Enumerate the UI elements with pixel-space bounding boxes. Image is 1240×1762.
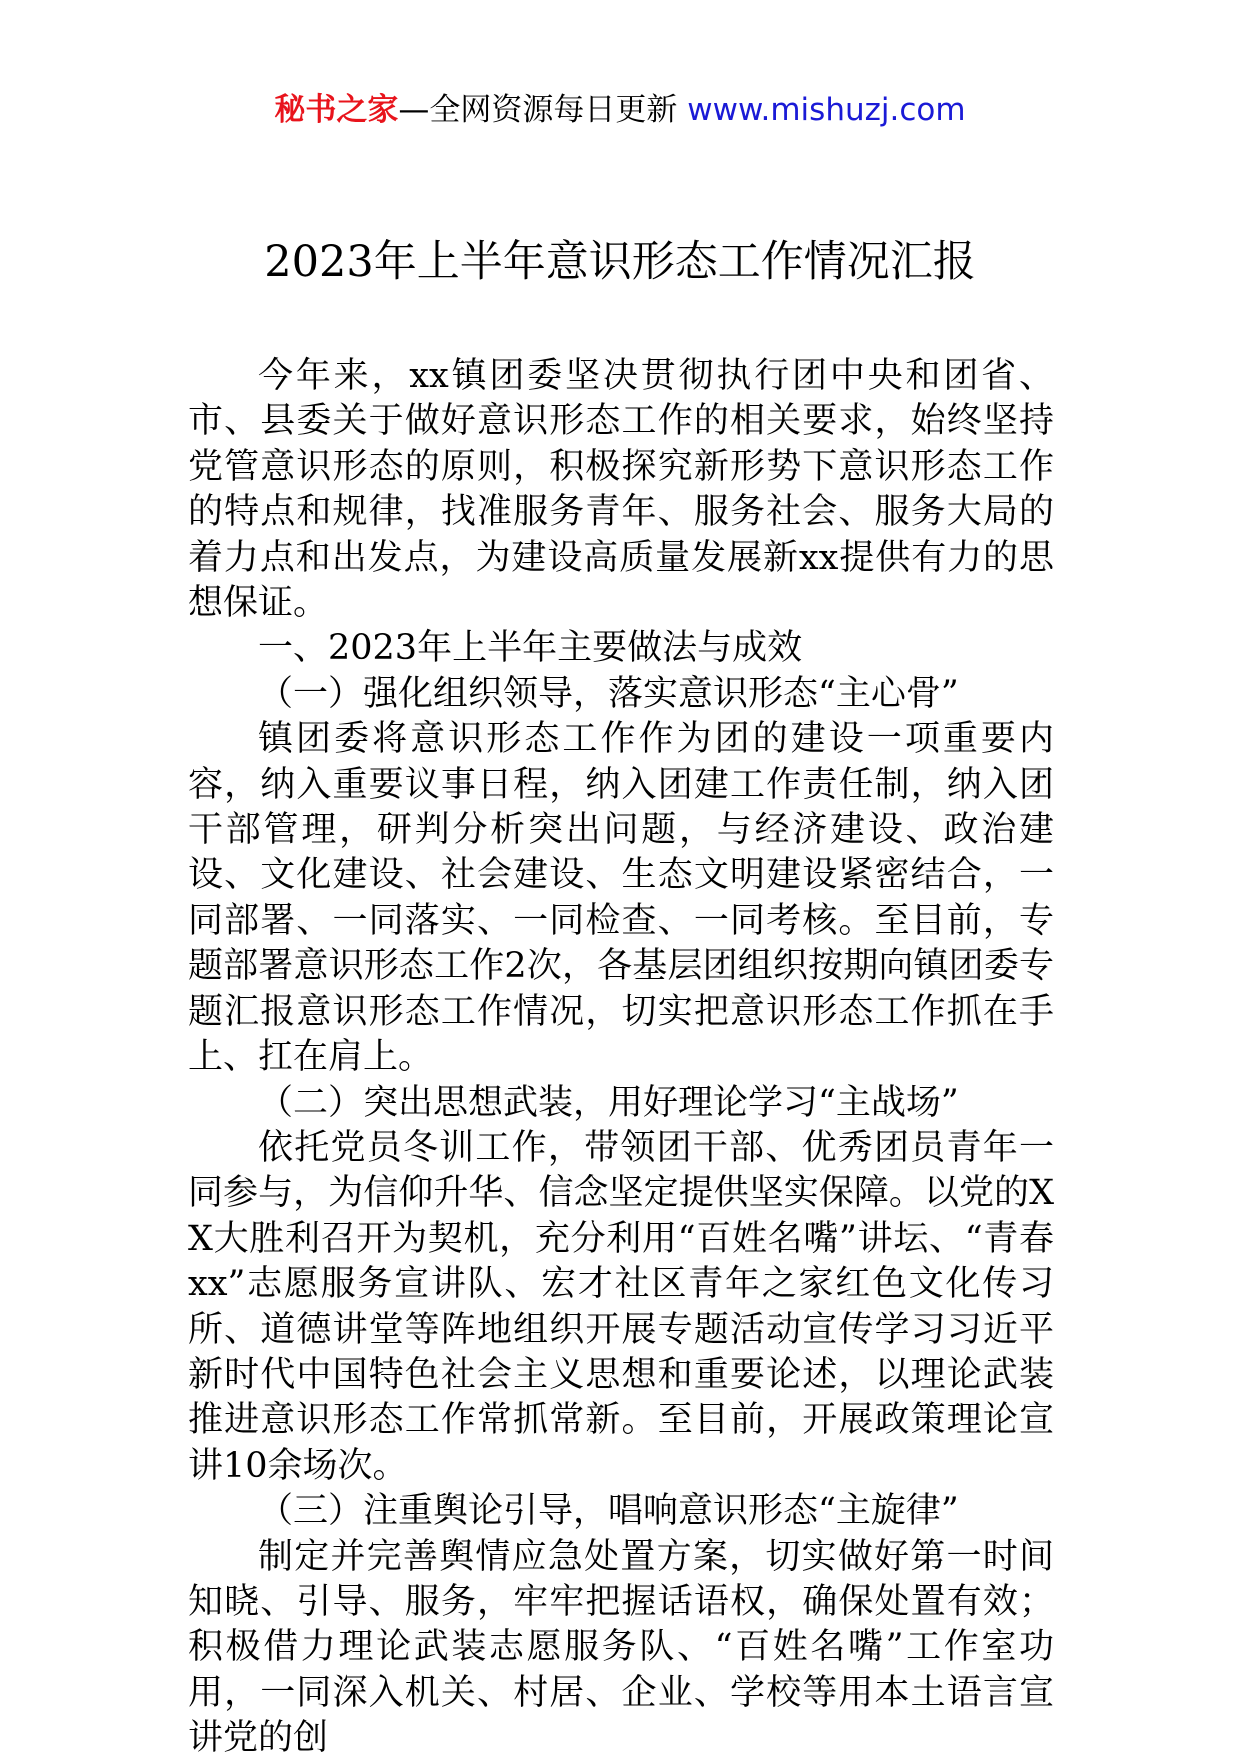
site-header — [0, 88, 1240, 132]
site-url-link[interactable]: www.mishuzj.com — [687, 92, 966, 128]
section-heading-1: 一、2023年上半年主要做法与成效 — [258, 628, 803, 669]
subsection-paragraph-1: 镇团委将意识形态工作作为团的建设一项重要内容，纳入重要议事日程，纳入团建工作责任制，纳入团干部管理，研判分析突出问题，与经济建设、政治建设、文化建设、社会建设、生态文明建设紧密结合，一同部署、一同落实、一同检查、一同考核。至目前，专题部署意识形态工作2次，各基层团组织按期向镇团委专题汇报意识形态工作情况，切实把意识形态工作抓在手上、扛在肩上。 — [188, 719, 1054, 1078]
intro-paragraph: 今年来，xx镇团委坚决贯彻执行团中央和团省、市、县委关于做好意识形态工作的相关要求，始终坚持党管意识形态的原则，积极探究新形势下意识形态工作的特点和规律，找准服务青年、服务社会、服务大局的着力点和出发点，为建设高质量发展新xx提供有力的思想保证。 — [188, 356, 1054, 624]
subsection-paragraph-3: 制定并完善舆情应急处置方案，切实做好第一时间知晓、引导、服务，牢牢把握话语权，确保处置有效；积极借力理论武装志愿服务队、“百姓名嘴”工作室功用，一同深入机关、村居、企业、学校等用本土语言宣讲党的创 — [188, 1536, 1054, 1759]
subsection-heading-3: （三）注重舆论引导，唱响意识形态“主旋律” — [258, 1491, 959, 1532]
document-body — [188, 354, 1054, 1762]
document-title: 2023年上半年意识形态工作情况汇报 — [264, 237, 976, 287]
subsection-heading-2: （二）突出思想武装，用好理论学习“主战场” — [258, 1082, 959, 1123]
site-brand: 秘书之家 — [274, 92, 399, 128]
subsection-heading-1: （一）强化组织领导，落实意识形态“主心骨” — [258, 673, 959, 714]
site-slogan: —全网资源每日更新 — [398, 92, 678, 128]
subsection-paragraph-2: 依托党员冬训工作，带领团干部、优秀团员青年一同参与，为信仰升华、信念坚定提供坚实保障。以党的XX大胜利召开为契机，充分利用“百姓名嘴”讲坛、“青春xx”志愿服务宣讲队、宏才社区青年之家红色文化传习所、道德讲堂等阵地组织开展专题活动宣传学习习近平新时代中国特色社会主义思想和重要论述，以理论武装推进意识形态工作常抓常新。至目前，开展政策理论宣讲10余场次。 — [188, 1127, 1054, 1486]
